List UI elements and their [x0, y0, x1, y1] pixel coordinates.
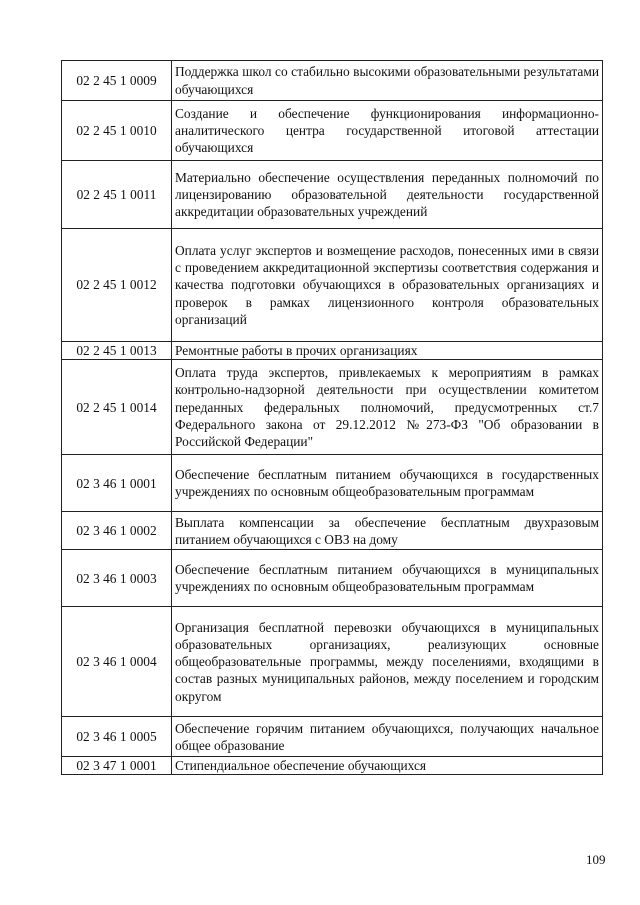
code-cell: 02 3 46 1 0001 [62, 455, 172, 512]
description-cell: Обеспечение горячим питанием обучающихся, получающих начальное общее образование [172, 717, 603, 757]
description-cell: Обеспечение бесплатным питанием обучающихся в муниципальных учреждениях по основным общеобразовательным программам [172, 550, 603, 607]
table-row [62, 757, 603, 775]
description-cell: Оплата услуг экспертов и возмещение расходов, понесенных ими в связи с проведением аккредитационной экспертизы соответствия содержания и качества подготовки обучающихся в образовательных организациях и проверок в рамках лицензионного контроля образовательных организаций [172, 229, 603, 342]
table-row [62, 607, 603, 717]
page-number: 109 [586, 852, 606, 867]
code-cell: 02 2 45 1 0012 [62, 229, 172, 342]
description-cell: Создание и обеспечение функционирования информационно-аналитического центра государственной итоговой аттестации обучающихся [172, 101, 603, 161]
description-cell: Материально обеспечение осуществления переданных полномочий по лицензированию образовательной деятельности государственной аккредитации образовательных учреждений [172, 161, 603, 229]
code-cell: 02 3 46 1 0002 [62, 512, 172, 550]
table-row [62, 342, 603, 360]
table-row [62, 455, 603, 512]
code-cell: 02 2 45 1 0014 [62, 360, 172, 455]
code-cell: 02 3 46 1 0004 [62, 607, 172, 717]
code-cell: 02 2 45 1 0011 [62, 161, 172, 229]
table-row [62, 717, 603, 757]
code-cell: 02 3 46 1 0005 [62, 717, 172, 757]
description-cell: Оплата труда экспертов, привлекаемых к мероприятиям в рамках контрольно-надзорной деятельности при осуществлении комитетом переданных федеральных полномочий, предусмотренных ст.7 Федерального закона от 29.12.2012 №273-ФЗ "Об образовании в Российской Федерации" [172, 360, 603, 455]
table-row [62, 61, 603, 101]
code-cell: 02 3 47 1 0001 [62, 757, 172, 775]
table-row [62, 101, 603, 161]
table-row [62, 550, 603, 607]
table-row [62, 512, 603, 550]
code-cell: 02 3 46 1 0003 [62, 550, 172, 607]
description-cell: Ремонтные работы в прочих организациях [172, 342, 603, 360]
description-cell: Поддержка школ со стабильно высокими образовательными результатами обучающихся [172, 61, 603, 101]
table-row [62, 229, 603, 342]
code-cell: 02 2 45 1 0009 [62, 61, 172, 101]
table-row [62, 161, 603, 229]
code-cell: 02 2 45 1 0010 [62, 101, 172, 161]
description-cell: Стипендиальное обеспечение обучающихся [172, 757, 603, 775]
description-cell: Обеспечение бесплатным питанием обучающихся в государственных учреждениях по основным общеобразовательным программам [172, 455, 603, 512]
code-cell: 02 2 45 1 0013 [62, 342, 172, 360]
table-row [62, 360, 603, 455]
description-cell: Организация бесплатной перевозки обучающихся в муниципальных образовательных организациях, реализующих основные общеобразовательные программы, между поселениями, входящими в состав разных муниципальных районов, между поселением и городским округом [172, 607, 603, 717]
description-cell: Выплата компенсации за обеспечение бесплатным двухразовым питанием обучающихся с ОВЗ на дому [172, 512, 603, 550]
budget-code-table [61, 60, 603, 775]
